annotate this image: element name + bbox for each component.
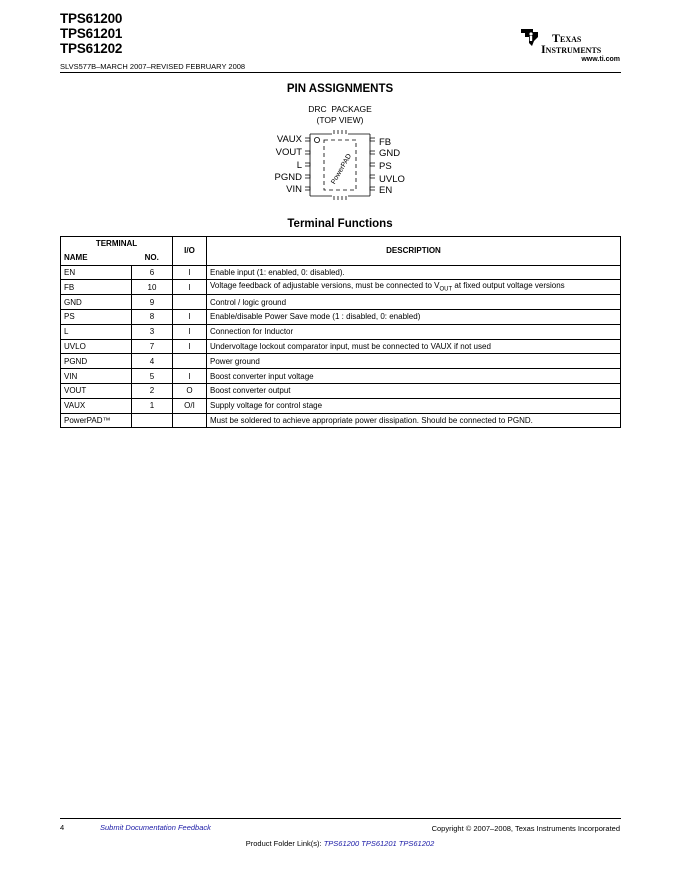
table-row xyxy=(61,383,621,398)
row-io: I xyxy=(173,324,207,339)
table-row xyxy=(61,413,621,428)
product-link-tps61201[interactable]: TPS61201 xyxy=(361,839,397,848)
row-no: 6 xyxy=(132,265,173,280)
row-io: O/I xyxy=(173,398,207,413)
row-name: VIN xyxy=(61,369,132,384)
website-url[interactable]: www.ti.com xyxy=(581,56,620,63)
no-header: NO. xyxy=(132,251,173,265)
row-no: 3 xyxy=(132,324,173,339)
table-row xyxy=(61,369,621,384)
row-description: Undervoltage lockout comparator input, must be connected to VAUX if not used xyxy=(207,339,621,354)
table-row xyxy=(61,354,621,369)
package-diagram xyxy=(303,130,377,200)
row-no: 1 xyxy=(132,398,173,413)
ti-logo-text-texas: Texas xyxy=(552,31,582,45)
footer-rule xyxy=(60,818,621,819)
terminal-functions-table xyxy=(60,236,621,428)
part-number: TPS61200 xyxy=(60,11,123,26)
table-row xyxy=(61,398,621,413)
row-name: UVLO xyxy=(61,339,132,354)
pin-label-fb: FB xyxy=(379,137,392,148)
row-no: 8 xyxy=(132,309,173,324)
row-no: 2 xyxy=(132,383,173,398)
pin-label-vin: VIN xyxy=(286,184,302,195)
row-name: PS xyxy=(61,309,132,324)
header-rule xyxy=(60,72,621,73)
name-header: NAME xyxy=(61,251,132,265)
row-description: Must be soldered to achieve appropriate power dissipation. Should be connected to PGND. xyxy=(207,413,621,428)
terminal-header: TERMINAL xyxy=(61,237,173,251)
pin-label-vout: VOUT xyxy=(275,147,302,158)
pin-label-vaux: VAUX xyxy=(276,134,302,145)
row-name: L xyxy=(61,324,132,339)
package-view: (TOP VIEW) xyxy=(316,115,364,125)
product-folder-links xyxy=(0,839,680,848)
part-number: TPS61202 xyxy=(60,41,123,56)
row-name: EN xyxy=(61,265,132,280)
row-name: GND xyxy=(61,295,132,310)
package-name: DRC PACKAGE xyxy=(308,104,372,114)
row-description: Boost converter output xyxy=(207,383,621,398)
row-io: I xyxy=(173,280,207,295)
pin-label-en: EN xyxy=(379,185,393,196)
row-no xyxy=(132,413,173,428)
row-description: Connection for Inductor xyxy=(207,324,621,339)
product-link-tps61200[interactable]: TPS61200 xyxy=(323,839,360,848)
row-name: PowerPAD™ xyxy=(61,413,132,428)
document-number: SLVS577B–MARCH 2007–REVISED FEBRUARY 2008 xyxy=(60,62,246,71)
terminal-functions-title: Terminal Functions xyxy=(287,218,393,230)
table-row xyxy=(61,265,621,280)
submit-feedback-link[interactable]: Submit Documentation Feedback xyxy=(100,823,211,832)
pin-label-gnd: GND xyxy=(379,148,401,159)
pin-label-pgnd: PGND xyxy=(274,172,302,183)
row-description: Enable/disable Power Save mode (1 : disabled, 0: enabled) xyxy=(207,309,621,324)
row-description: Control / logic ground xyxy=(207,295,621,310)
table-row xyxy=(61,324,621,339)
description-header: DESCRIPTION xyxy=(207,237,621,266)
table-row xyxy=(61,339,621,354)
row-name: VOUT xyxy=(61,383,132,398)
row-io xyxy=(173,413,207,428)
row-name: VAUX xyxy=(61,398,132,413)
row-name: PGND xyxy=(61,354,132,369)
row-description: Supply voltage for control stage xyxy=(207,398,621,413)
row-io: I xyxy=(173,339,207,354)
table-row xyxy=(61,309,621,324)
product-folder-label: Product Folder Link(s): xyxy=(245,839,322,848)
product-link-tps61202[interactable]: TPS61202 xyxy=(398,839,435,848)
pin-assignments-title: PIN ASSIGNMENTS xyxy=(286,83,394,95)
part-number: TPS61201 xyxy=(60,26,123,41)
table-row xyxy=(61,295,621,310)
pin-label-ps: PS xyxy=(379,161,392,172)
row-description: Enable input (1: enabled, 0: disabled). xyxy=(207,265,621,280)
row-no: 10 xyxy=(132,280,173,295)
page-number: 4 xyxy=(60,823,65,832)
part-number-list xyxy=(60,11,122,56)
row-io: I xyxy=(173,309,207,324)
pin-label-uvlo: UVLO xyxy=(379,174,405,185)
row-no: 9 xyxy=(132,295,173,310)
row-no: 4 xyxy=(132,354,173,369)
row-no: 5 xyxy=(132,369,173,384)
row-io: O xyxy=(173,383,207,398)
row-io: I xyxy=(173,369,207,384)
ti-logo-icon xyxy=(519,26,541,48)
copyright: Copyright © 2007–2008, Texas Instruments Incorporated xyxy=(431,824,620,833)
powerpad-label: PowerPAD xyxy=(330,152,354,186)
package-label xyxy=(0,104,680,126)
row-io xyxy=(173,354,207,369)
pin-label-l: L xyxy=(296,160,302,171)
row-name: FB xyxy=(61,280,132,295)
row-io: I xyxy=(173,265,207,280)
row-no: 7 xyxy=(132,339,173,354)
table-row xyxy=(61,280,621,295)
row-description: Voltage feedback of adjustable versions, must be connected to $V_{OUT}$ at fixed output voltage versions xyxy=(207,280,621,295)
io-header: I/O xyxy=(173,237,207,266)
row-description: Boost converter input voltage xyxy=(207,369,621,384)
ti-logo-text-instruments: Instruments xyxy=(541,42,602,56)
row-description: Power ground xyxy=(207,354,621,369)
row-io xyxy=(173,295,207,310)
